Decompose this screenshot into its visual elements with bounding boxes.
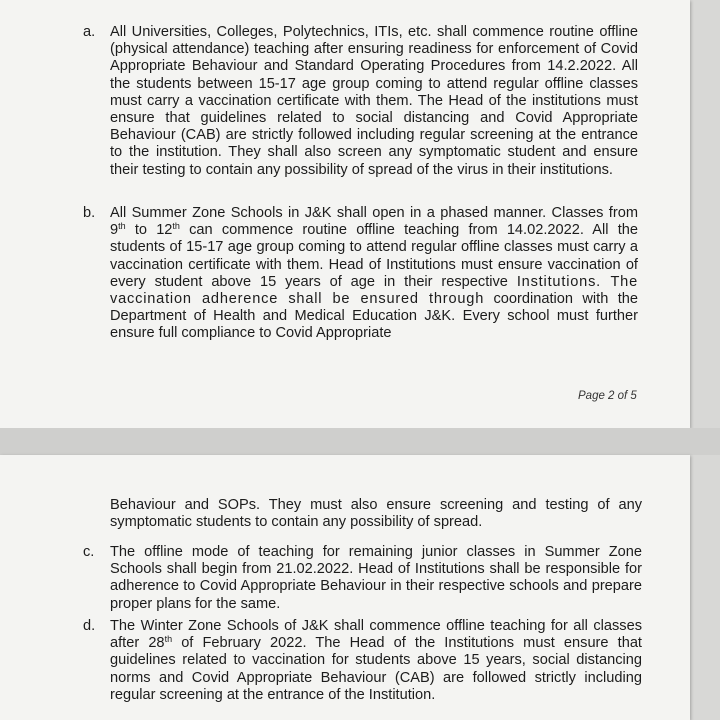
paragraph-b: All Summer Zone Schools in J&K shall open in a phased manner. Classes from 9th to 12th can commence routine offline teaching from 14.02.2022. All the students of 15-17 age group coming to attend regular offline classes must carry a vaccination certificate with them. Head of Institutions must ensure vaccination of every student above 15 years of age in their respective Institutions. The vaccination adherence shall be ensured through coordination with the Department of Health and Medical Education J&K. Every school must further ensure full compliance to Covid Appropriate (110, 205, 638, 342)
page-number: Page 2 of 5 (578, 390, 637, 402)
list-marker-a: a. (83, 24, 96, 40)
list-marker-c: c. (83, 544, 95, 560)
paragraph-a: All Universities, Colleges, Polytechnics, ITIs, etc. shall commence routine offline (physical attendance) teaching after ensuring readiness for enforcement of Covid Appropriate Behaviour and Standard Operating Procedures from 14.2.2022. All the students between 15-17 age group coming to attend regular offline classes must carry a vaccination certificate with them. The Head of the institutions must ensure that guidelines related to social distancing and Covid Appropriate Behaviour (CAB) are strictly followed including regular screening at the entrance to the institution. They shall also screen any symptomatic student and ensure their testing to contain any possibility of spread of the virus in their institutions. (110, 24, 638, 178)
list-marker-b: b. (83, 205, 96, 221)
paragraph-d: The Winter Zone Schools of J&K shall commence offline teaching for all classes after 28th of February 2022. The Head of the Institutions must ensure that guidelines related to vaccination for students above 15 years, social distancing norms and Covid Appropriate Behaviour (CAB) are followed strictly including regular screening at the entrance of the Institution. (110, 618, 642, 703)
paragraph-c: The offline mode of teaching for remaining junior classes in Summer Zone Schools shall begin from 21.02.2022. Head of Institutions shall be responsible for adherence to Covid Appropriate Behaviour in their respective schools and prepare proper plans for the same. (110, 544, 642, 612)
page-gap (0, 428, 720, 455)
paragraph-continuation: Behaviour and SOPs. They must also ensure screening and testing of any symptomatic students to contain any possibility of spread. (110, 497, 642, 531)
list-marker-d: d. (83, 618, 96, 634)
document-page-bottom (0, 455, 690, 720)
